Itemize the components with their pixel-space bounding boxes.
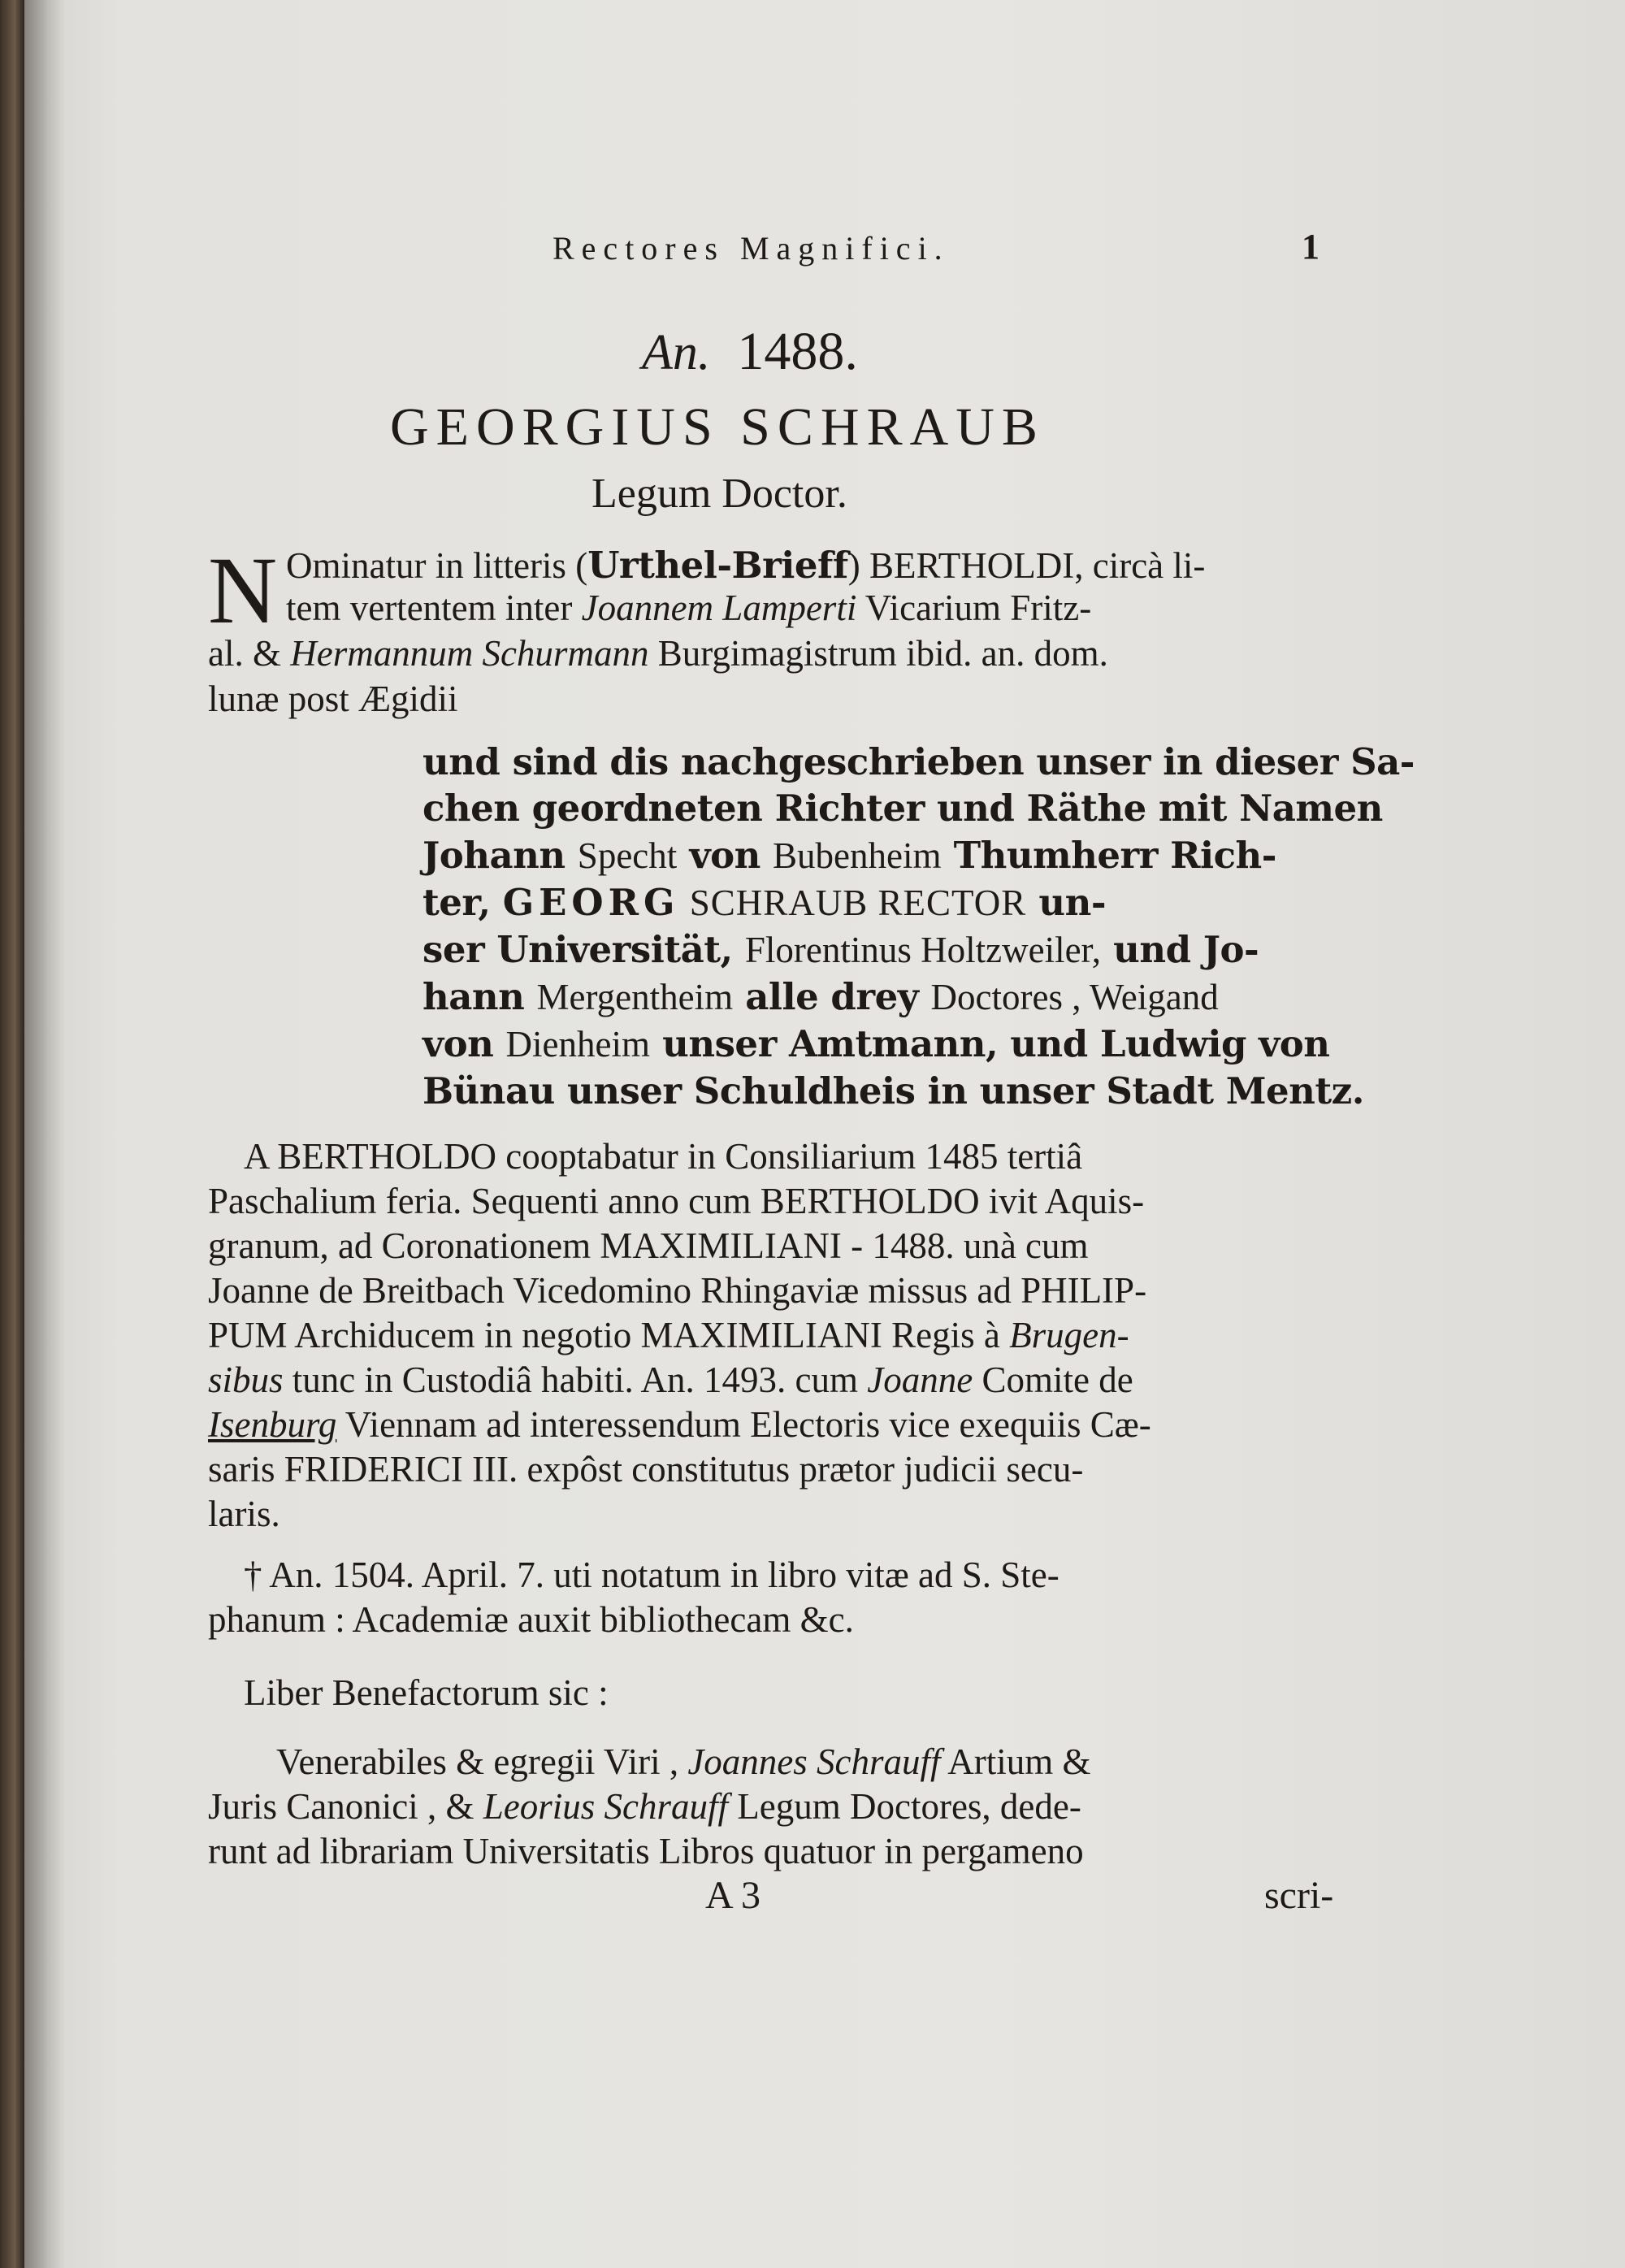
p5-line-2: Juris Canonici , & Leorius Schrauff Legum Doctores, dede-	[208, 1786, 1081, 1827]
folio-mark: 1	[1302, 227, 1320, 267]
drop-cap: N	[208, 537, 278, 644]
p2-line-8: saris FRIDERICI III. expôst constitutus prætor judicii secu-	[208, 1449, 1084, 1490]
p2-line-4: Joanne de Breitbach Vicedomino Rhingaviæ missus ad PHILIP-	[208, 1270, 1147, 1311]
p3-line-1: † An. 1504. April. 7. uti notatum in libro vitæ ad S. Ste-	[244, 1555, 1060, 1595]
quote-line-2: chen geordneten Richter und Räthe mit Namen	[422, 787, 1383, 830]
p2-line-5: PUM Archiducem in negotio MAXIMILIANI Regis à Brugen-	[208, 1315, 1129, 1355]
p2-line-7: Isenburg Viennam ad interessendum Electoris vice exequiis Cæ-	[208, 1404, 1151, 1445]
running-title: Rectores Magnifici.	[552, 230, 950, 267]
year-prefix: An.	[642, 325, 711, 380]
p1-line-2: tem vertentem inter Joannem Lamperti Vicarium Fritz-	[286, 588, 1092, 628]
p1-line-3: al. & Hermannum Schurmann Burgimagistrum ibid. an. dom.	[208, 633, 1108, 674]
p2-line-3: granum, ad Coronationem MAXIMILIANI - 1488. unà cum	[208, 1225, 1089, 1266]
p1-line-4: lunæ post Ægidii	[208, 679, 458, 719]
quote-line-1: und sind dis nachgeschrieben unser in dieser Sa-	[422, 740, 1415, 783]
quote-line-7: von Dienheim unser Amtmann, und Ludwig von	[422, 1022, 1330, 1065]
quote-line-3: Johann Specht von Bubenheim Thumherr Rich-	[422, 834, 1276, 877]
rector-name: GEORGIUS SCHRAUB	[390, 397, 1045, 457]
quote-line-4: ter, GEORG SCHRAUB RECTOR un-	[422, 881, 1107, 924]
p4-line-1: Liber Benefactorum sic :	[244, 1672, 609, 1713]
signature-mark: A 3	[705, 1874, 761, 1917]
quote-line-8: Bünau unser Schuldheis in unser Stadt Mentz.	[422, 1069, 1364, 1112]
p3-line-2: phanum : Academiæ auxit bibliothecam &c.	[208, 1599, 854, 1640]
year-number: 1488.	[737, 322, 858, 381]
p2-line-1: A BERTHOLDO cooptabatur in Consiliarium 1485 tertiâ	[244, 1136, 1083, 1177]
p2-line-2: Paschalium feria. Sequenti anno cum BERTHOLDO ivit Aquis-	[208, 1181, 1145, 1221]
p5-line-3: runt ad librariam Universitatis Libros quatuor in pergameno	[208, 1831, 1084, 1871]
p2-line-6: sibus tunc in Custodiâ habiti. An. 1493. cum Joanne Comite de	[208, 1359, 1133, 1400]
quote-line-5: ser Universität, Florentinus Holtzweiler, und Jo-	[422, 928, 1259, 971]
entry-year	[642, 321, 858, 383]
catchword: scri-	[1264, 1874, 1334, 1917]
p1-line-1: Ominatur in litteris (Urthel-Brieff) BERTHOLDI, circà li-	[286, 544, 1206, 587]
p5-line-1: Venerabiles & egregii Viri , Joannes Schrauff Artium &	[276, 1741, 1091, 1782]
quote-line-6: hann Mergentheim alle drey Doctores , Weigand	[422, 975, 1219, 1018]
rector-degree: Legum Doctor.	[592, 471, 847, 517]
p2-line-9: laris.	[208, 1494, 280, 1534]
